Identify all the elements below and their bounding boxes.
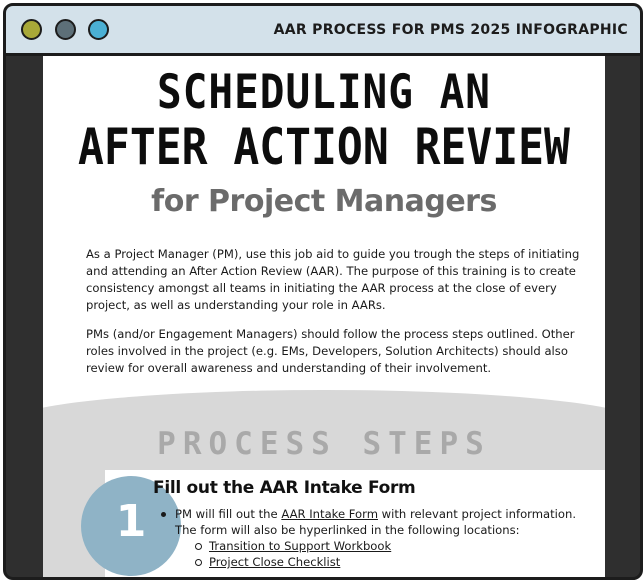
transition-to-support-workbook-link[interactable]: Transition to Support Workbook (209, 539, 392, 553)
step-1-link-list (159, 538, 579, 570)
step-1-title: Fill out the AAR Intake Form (153, 478, 416, 498)
document-page[interactable] (43, 56, 605, 577)
section-heading-process-steps: PROCESS STEPS (157, 426, 491, 462)
window-control-slate[interactable] (55, 19, 76, 40)
title-bar (6, 6, 640, 56)
audience-paragraph: PMs (and/or Engagement Managers) should follow the process steps outlined. Other roles involved in the project (e.g. EMs, Developers, Solution Architects) should also review for overall awareness and understanding of their involvement. (86, 327, 575, 375)
page-title-line-2: AFTER ACTION REVIEW (78, 119, 570, 177)
list-item (195, 554, 579, 570)
window-control-olive[interactable] (21, 19, 42, 40)
list-item (195, 538, 579, 554)
bullet-dot-icon (161, 512, 166, 517)
step-1-number: 1 (115, 496, 147, 547)
hollow-bullet-icon (195, 559, 202, 566)
app-window (3, 3, 643, 580)
page-title-line-1: SCHEDULING AN (157, 64, 491, 120)
window-title: AAR PROCESS FOR PMS 2025 INFOGRAPHIC (273, 22, 628, 38)
step-1-bullet-prefix: PM will fill out the (175, 507, 282, 521)
aar-intake-form-link[interactable]: AAR Intake Form (281, 507, 378, 521)
page-subtitle: for Project Managers (151, 184, 497, 219)
project-close-checklist-link[interactable]: Project Close Checklist (209, 555, 341, 569)
hollow-bullet-icon (195, 543, 202, 550)
step-1-body (159, 506, 579, 570)
step-1-bullet (159, 506, 579, 538)
step-1-bullet-suffix: with relevant project information. The form will also be hyperlinked in the following locations: (175, 507, 577, 537)
window-control-cyan[interactable] (88, 19, 109, 40)
intro-paragraph: As a Project Manager (PM), use this job aid to guide you trough the steps of initiating and attending an After Action Review (AAR). The purpose of this training is to create consistency amongst all teams in initiating the AAR process at the close of every project, as well as understanding your role in AARs. (86, 247, 580, 312)
